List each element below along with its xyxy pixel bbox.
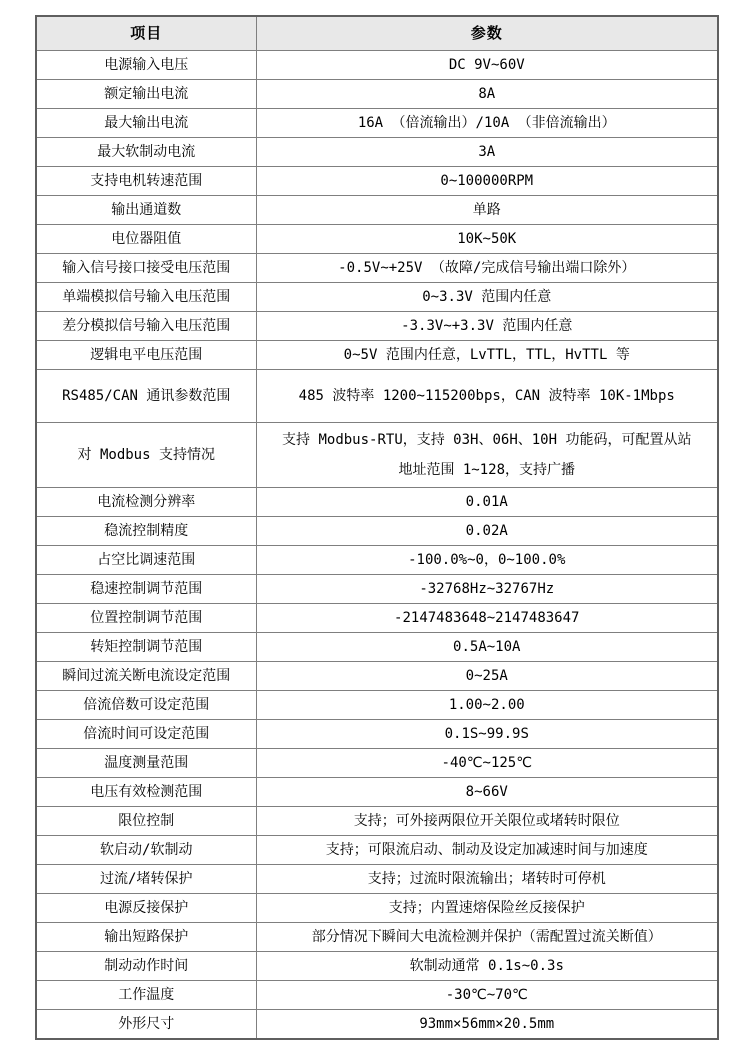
table-row	[36, 254, 718, 283]
param-cell: 支持；可外接两限位开关限位或堵转时限位	[256, 807, 718, 836]
param-cell: 0.01A	[256, 488, 718, 517]
param-cell: 16A （倍流输出）/10A （非倍流输出）	[256, 109, 718, 138]
item-cell: 最大软制动电流	[36, 138, 256, 167]
item-cell: 倍流倍数可设定范围	[36, 691, 256, 720]
table-row	[36, 604, 718, 633]
table-row	[36, 691, 718, 720]
table-row	[36, 1010, 718, 1040]
spec-table-body	[36, 51, 718, 1040]
item-cell: 制动动作时间	[36, 952, 256, 981]
param-cell: 0~3.3V 范围内任意	[256, 283, 718, 312]
table-row	[36, 894, 718, 923]
param-cell: 支持；内置速熔保险丝反接保护	[256, 894, 718, 923]
item-cell: 对 Modbus 支持情况	[36, 423, 256, 488]
item-cell: 温度测量范围	[36, 749, 256, 778]
param-cell: 支持；过流时限流输出；堵转时可停机	[256, 865, 718, 894]
table-row	[36, 807, 718, 836]
item-cell: 工作温度	[36, 981, 256, 1010]
table-row	[36, 575, 718, 604]
param-cell: -30℃~70℃	[256, 981, 718, 1010]
table-row	[36, 981, 718, 1010]
param-cell: 单路	[256, 196, 718, 225]
param-cell: 485 波特率 1200~115200bps，CAN 波特率 10K-1Mbps	[256, 370, 718, 423]
item-cell: 单端模拟信号输入电压范围	[36, 283, 256, 312]
param-cell: 0~5V 范围内任意，LvTTL，TTL，HvTTL 等	[256, 341, 718, 370]
param-cell: 软制动通常 0.1s~0.3s	[256, 952, 718, 981]
item-cell: 输出通道数	[36, 196, 256, 225]
param-cell: -2147483648~2147483647	[256, 604, 718, 633]
param-cell: 部分情况下瞬间大电流检测并保护（需配置过流关断值）	[256, 923, 718, 952]
table-row	[36, 196, 718, 225]
item-cell: 最大输出电流	[36, 109, 256, 138]
table-row	[36, 109, 718, 138]
param-cell: 8~66V	[256, 778, 718, 807]
table-row	[36, 370, 718, 423]
table-row	[36, 517, 718, 546]
table-row	[36, 633, 718, 662]
param-cell: 3A	[256, 138, 718, 167]
param-cell: -32768Hz~32767Hz	[256, 575, 718, 604]
param-cell: -40℃~125℃	[256, 749, 718, 778]
item-cell: 额定输出电流	[36, 80, 256, 109]
table-row	[36, 283, 718, 312]
param-cell: 0~25A	[256, 662, 718, 691]
table-row	[36, 423, 718, 488]
param-cell: 0.1S~99.9S	[256, 720, 718, 749]
item-cell: 电流检测分辨率	[36, 488, 256, 517]
param-cell: 支持；可限流启动、制动及设定加减速时间与加速度	[256, 836, 718, 865]
item-cell: 支持电机转速范围	[36, 167, 256, 196]
param-cell: 0~100000RPM	[256, 167, 718, 196]
item-cell: 稳流控制精度	[36, 517, 256, 546]
item-cell: 电位器阻值	[36, 225, 256, 254]
item-cell: 差分模拟信号输入电压范围	[36, 312, 256, 341]
item-cell: 位置控制调节范围	[36, 604, 256, 633]
header-row	[36, 16, 718, 51]
header-param: 参数	[256, 16, 718, 51]
param-cell: -0.5V~+25V （故障/完成信号输出端口除外）	[256, 254, 718, 283]
spec-table	[35, 15, 719, 1040]
param-cell: -100.0%~0，0~100.0%	[256, 546, 718, 575]
table-row	[36, 778, 718, 807]
item-cell: 外形尺寸	[36, 1010, 256, 1040]
param-cell: 8A	[256, 80, 718, 109]
param-cell: 0.5A~10A	[256, 633, 718, 662]
item-cell: 稳速控制调节范围	[36, 575, 256, 604]
param-cell: 支持 Modbus-RTU，支持 03H、06H、10H 功能码，可配置从站地址范围 1~128，支持广播	[256, 423, 718, 488]
table-row	[36, 923, 718, 952]
param-cell: 10K~50K	[256, 225, 718, 254]
table-row	[36, 546, 718, 575]
table-row	[36, 225, 718, 254]
table-row	[36, 167, 718, 196]
header-item: 项目	[36, 16, 256, 51]
param-cell: 0.02A	[256, 517, 718, 546]
item-cell: 过流/堵转保护	[36, 865, 256, 894]
item-cell: 输出短路保护	[36, 923, 256, 952]
item-cell: 电源反接保护	[36, 894, 256, 923]
table-row	[36, 749, 718, 778]
item-cell: RS485/CAN 通讯参数范围	[36, 370, 256, 423]
table-row	[36, 138, 718, 167]
table-row	[36, 80, 718, 109]
table-row	[36, 488, 718, 517]
item-cell: 瞬间过流关断电流设定范围	[36, 662, 256, 691]
table-row	[36, 720, 718, 749]
table-row	[36, 51, 718, 80]
param-cell: DC 9V~60V	[256, 51, 718, 80]
table-row	[36, 952, 718, 981]
item-cell: 电源输入电压	[36, 51, 256, 80]
item-cell: 占空比调速范围	[36, 546, 256, 575]
param-cell: -3.3V~+3.3V 范围内任意	[256, 312, 718, 341]
table-row	[36, 836, 718, 865]
param-cell: 93mm×56mm×20.5mm	[256, 1010, 718, 1040]
item-cell: 转矩控制调节范围	[36, 633, 256, 662]
item-cell: 软启动/软制动	[36, 836, 256, 865]
item-cell: 电压有效检测范围	[36, 778, 256, 807]
table-row	[36, 865, 718, 894]
table-row	[36, 312, 718, 341]
param-cell: 1.00~2.00	[256, 691, 718, 720]
item-cell: 输入信号接口接受电压范围	[36, 254, 256, 283]
item-cell: 限位控制	[36, 807, 256, 836]
table-row	[36, 341, 718, 370]
item-cell: 逻辑电平电压范围	[36, 341, 256, 370]
table-row	[36, 662, 718, 691]
item-cell: 倍流时间可设定范围	[36, 720, 256, 749]
